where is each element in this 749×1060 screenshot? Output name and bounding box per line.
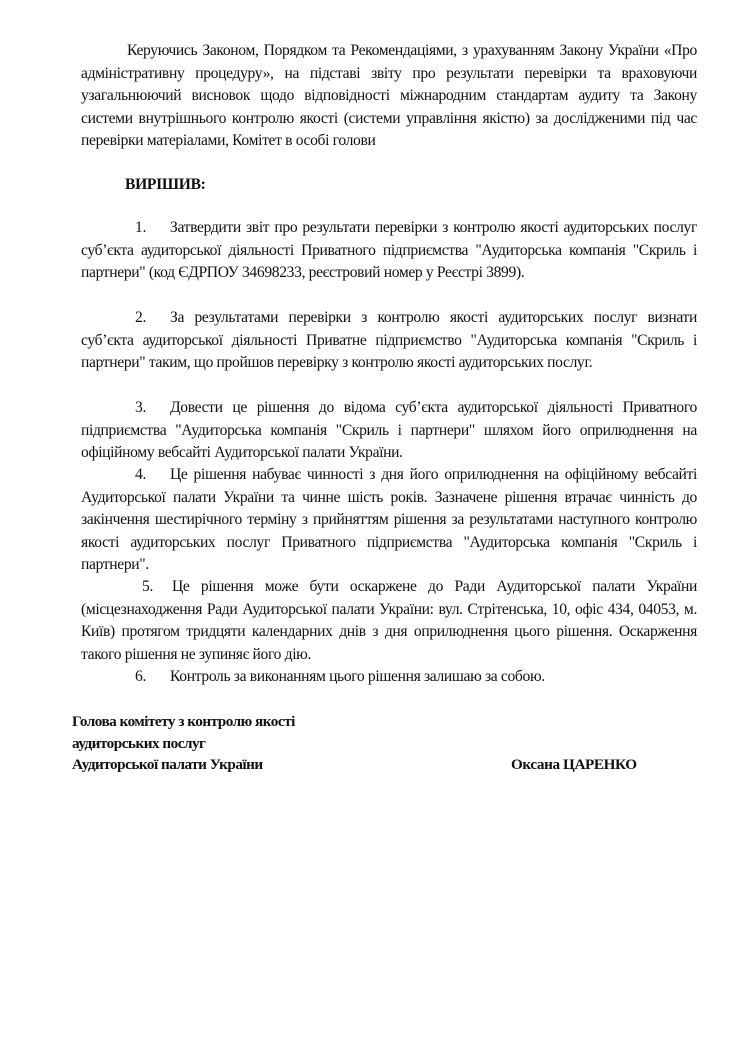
signature-title-line-1: Голова комітету з контролю якості (72, 713, 295, 730)
decision-item-6 (81, 666, 697, 689)
item-number: 4. (135, 466, 146, 483)
signatory-name: Оксана ЦАРЕНКО (511, 756, 637, 773)
item-text: Довести це рішення до відома суб’єкта аудиторської діяльності Приватного підприємства "Аудиторська компанія "Скриль і партнери" шляхом його оприлюднення на офіційному вебсайті Аудиторської палати України. (81, 399, 697, 462)
item-text: За результатами перевірки з контролю якості аудиторських послуг визнати суб’єкта аудиторської діяльності Приватне підприємство "Аудиторська компанія "Скриль і партнери" таким, що пройшов перевірку з контролю якості аудиторських послуг. (81, 309, 697, 372)
decision-item-5 (81, 576, 697, 666)
signature-title-block (72, 711, 295, 776)
item-number: 2. (135, 309, 146, 326)
decision-heading: ВИРІШИВ: (125, 176, 206, 193)
item-text: Це рішення може бути оскаржене до Ради Аудиторської палати України (місцезнаходження Ради Аудиторської палати України: вул. Стрітенська, 10, офіс 434, 04053, м. Київ) протягом тридцяти календарних днів з дня оприлюднення цього рішення. Оскарження такого рішення не зупиняє його дію. (81, 578, 697, 663)
item-number: 5. (142, 578, 153, 595)
item-number: 3. (135, 399, 146, 416)
item-number: 6. (135, 668, 146, 685)
item-number: 1. (135, 219, 146, 236)
preamble-text: Керуючись Законом, Порядком та Рекомендаціями, з урахуванням Закону України «Про адміністративну процедуру», на підставі звіту про результати перевірки та враховуючи узагальнюючий висновок щодо відповідності міжнародним стандартам аудиту та Закону системи внутрішнього контролю якості (системи управління якістю) за дослідженими під час перевірки матеріалами, Комітет в особі голови (81, 42, 697, 150)
signature-title-line-3: Аудиторської палати України (72, 756, 263, 774)
decision-item-2 (81, 307, 697, 375)
signature-title-line-2: аудиторських послуг (72, 734, 206, 752)
decision-item-3 (81, 397, 697, 465)
decision-item-1 (81, 217, 697, 285)
item-text: Затвердити звіт про результати перевірки з контролю якості аудиторських послуг суб’єкта аудиторської діяльності Приватного підприємства "Аудиторська компанія "Скриль і партнери" (код ЄДРПОУ 34698233, реєстровий номер у Реєстрі 3899). (81, 219, 697, 282)
preamble-paragraph (81, 40, 697, 153)
item-text: Контроль за виконанням цього рішення залишаю за собою. (170, 668, 545, 685)
decision-item-4 (81, 464, 697, 577)
item-text: Це рішення набуває чинності з дня його оприлюднення на офіційному вебсайті Аудиторської палати України та чинне шість років. Зазначене рішення втрачає чинність до закінчення шестирічного терміну з прийняттям рішення за результатами наступного контролю якості аудиторських послуг Приватного підприємства "Аудиторська компанія "Скриль і партнери". (81, 466, 697, 574)
